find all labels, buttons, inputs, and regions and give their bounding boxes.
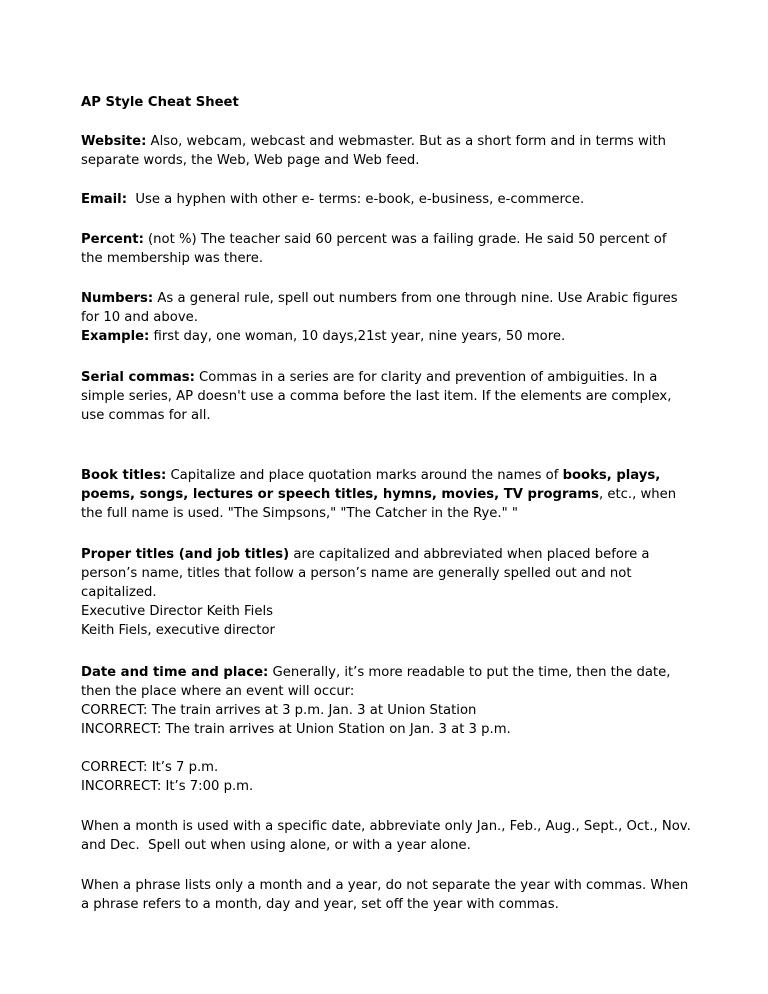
date-time-place-entry <box>81 663 691 739</box>
proper-titles-example-1: Executive Director Keith Fiels <box>81 604 273 619</box>
percent-text: (not %) The teacher said 60 percent was a failing grade. He said 50 percent of the membership was there. <box>81 232 667 266</box>
website-text: Also, webcam, webcast and webmaster. But as a short form and in terms with separate words, the Web, Web page and Web feed. <box>81 134 666 168</box>
serial-commas-text: Commas in a series are for clarity and prevention of ambiguities. In a simple series, AP doesn't use a comma before the last item. If the elements are complex, use commas for all. <box>81 370 672 423</box>
book-titles-text: Capitalize and place quotation marks around the names of <box>166 468 563 483</box>
email-label: Email: <box>81 192 127 207</box>
numbers-label: Numbers: <box>81 291 154 306</box>
email-text: Use a hyphen with other e- terms: e-book, e-business, e-commerce. <box>126 192 585 207</box>
serial-commas-entry <box>81 368 691 425</box>
proper-titles-label: Proper titles (and job titles) <box>81 547 290 562</box>
serial-commas-label: Serial commas: <box>81 370 195 385</box>
email-entry <box>81 190 691 209</box>
book-titles-label: Book titles: <box>81 468 167 483</box>
website-entry <box>81 132 691 170</box>
date-time-place-label: Date and time and place: <box>81 665 269 680</box>
book-titles-text-after: , etc., when the full name is used. "The Simpsons," "The Catcher in the Rye." " <box>81 487 677 521</box>
book-titles-list: books, plays, poems, songs, lectures or speech titles, hymns, movies, TV programs <box>81 468 661 502</box>
numbers-entry <box>81 289 691 346</box>
numbers-text: As a general rule, spell out numbers from one through nine. Use Arabic figures for 10 and above. <box>81 291 678 325</box>
proper-titles-entry <box>81 545 691 640</box>
proper-titles-text: are capitalized and abbreviated when placed before a person’s name, titles that follow a person’s name are generally spelled out and not capitalized. <box>81 547 650 600</box>
month-year-text: When a phrase lists only a month and a year, do not separate the year with commas. When a phrase refers to a month, day and year, set off the year with commas. <box>81 878 689 912</box>
date-time-place-text: Generally, it’s more readable to put the time, then the date, then the place where an event will occur: <box>81 665 671 699</box>
date-time-place-incorrect: INCORRECT: The train arrives at Union Station on Jan. 3 at 3 p.m. <box>81 722 511 737</box>
time-correct: CORRECT: It’s 7 p.m. <box>81 760 219 775</box>
month-year-entry <box>81 876 691 914</box>
time-examples-entry <box>81 758 691 796</box>
month-abbrev-entry <box>81 817 695 855</box>
proper-titles-example-2: Keith Fiels, executive director <box>81 623 275 638</box>
document-title: AP Style Cheat Sheet <box>81 95 239 110</box>
website-label: Website: <box>81 134 147 149</box>
numbers-example-label: Example: <box>81 329 150 344</box>
percent-label: Percent: <box>81 232 144 247</box>
time-incorrect: INCORRECT: It’s 7:00 p.m. <box>81 779 254 794</box>
date-time-place-correct: CORRECT: The train arrives at 3 p.m. Jan. 3 at Union Station <box>81 703 477 718</box>
percent-entry <box>81 230 691 268</box>
month-abbrev-text: When a month is used with a specific date, abbreviate only Jan., Feb., Aug., Sept., Oct., Nov. and Dec. Spell out when using alone, or with a year alone. <box>81 819 695 853</box>
book-titles-entry <box>81 466 691 523</box>
numbers-example-text: first day, one woman, 10 days,21st year, nine years, 50 more. <box>149 329 566 344</box>
